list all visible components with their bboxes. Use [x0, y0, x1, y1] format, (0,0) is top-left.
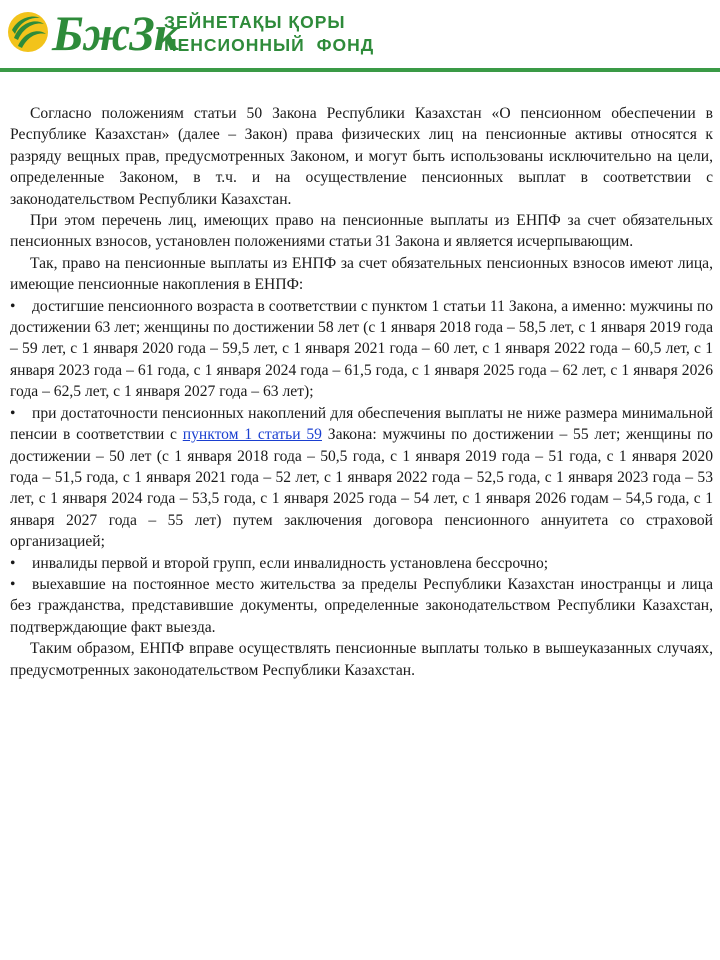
- enpf-emblem-icon: [6, 8, 50, 56]
- bullet-icon: •: [10, 404, 16, 422]
- law-article-59-link[interactable]: пунктом 1 статьи 59: [182, 426, 322, 444]
- header-divider: [0, 68, 720, 72]
- page-header: [0, 0, 720, 76]
- list-item-retirement-age: [10, 296, 713, 403]
- paragraph-rights: Так, право на пенсионные выплаты из ЕНПФ за счет обязательных пенсионных взносов имеют лица, имеющие пенсионные накопления в ЕНПФ:: [10, 254, 713, 294]
- logo-wordmark: БжЗк: [52, 5, 179, 61]
- paragraph-eligible-list: При этом перечень лиц, имеющих право на пенсионные выплаты из ЕНПФ за счет обязательных пенсионных взносов, установлен положениями статьи 31 Закона и является исчерпывающим.: [10, 212, 713, 251]
- brand-title-ru: ПЕНСИОННЫЙ ФОНД: [164, 35, 375, 55]
- list-item-text: при достаточности пенсионных накоплений для обеспечения выплаты не ниже размера минимальной пенсии в соответствии с: [10, 404, 713, 444]
- list-item-disability: [10, 553, 713, 574]
- list-item-emigrants: [10, 574, 713, 638]
- list-item-text: достигшие пенсионного возраста в соответствии с пунктом 1 статьи 11 Закона, а именно: мужчины по достижении 63 лет; женщины по достижении 58 лет (с 1 января 2018 года – 58,5 лет, с 1 января 2019 года – 59 лет, с 1 января 2020 года – 59,5 лет, с 1 января 2021 года – 60 лет, с 1 января 2022 года – 60,5 лет, с 1 января 2023 года – 61 года, с 1 января 2024 года – 61,5 года, с 1 января 2025 года – 62 лет, с 1 января 2026 года – 62,5 лет, с 1 января 2027 года – 63 лет);: [10, 297, 713, 401]
- bullet-icon: •: [10, 297, 16, 315]
- list-item-text-continued: Закона: мужчины по достижении – 55 лет; женщины по достижении – 50 лет (с 1 января 2018 года – 50,5 года, с 1 января 2019 года – 51 года, с 1 января 2020 года – 51,5 года, с 1 января 2021 года – 52 лет, с 1 января 2022 года – 52,5 года, с 1 января 2023 года – 53 лет, с 1 января 2024 года – 53,5 года, с 1 января 2025 года – 54 лет, с 1 января 2026 годам – 54,5 года, с 1 января 2027 года – 55 лет) путем заключения договора пенсионного аннуитета со страховой организацией;: [10, 426, 713, 551]
- paragraph-conclusion: Таким образом, ЕНПФ вправе осуществлять пенсионные выплаты только в вышеуказанных случаях, предусмотренных законодательством Республики Казахстан.: [10, 640, 713, 679]
- bullet-icon: •: [10, 575, 16, 593]
- document-body: [10, 103, 713, 681]
- bullet-icon: •: [10, 554, 16, 572]
- brand-title-kz: ЗЕЙНЕТАҚЫ ҚОРЫ: [164, 12, 346, 32]
- list-item-text: инвалиды первой и второй групп, если инвалидность установлена бессрочно;: [32, 554, 549, 572]
- list-item-sufficient-savings: [10, 403, 713, 553]
- list-item-text: выехавшие на постоянное место жительства за пределы Республики Казахстан иностранцы и лица без гражданства, представившие документы, определенные законодательством Республики Казахстан, подтверждающие факт выезда.: [10, 575, 713, 636]
- paragraph-intro: Согласно положениям статьи 50 Закона Республики Казахстан «О пенсионном обеспечении в Республике Казахстан» (далее – Закон) права физических лиц на пенсионные активы относятся к разряду вещных прав, предусмотренных Законом, и могут быть использованы исключительно на цели, определенные Законом, в т.ч. и на осуществление пенсионных выплат в соответствии с законодательством Республики Казахстан.: [10, 105, 713, 208]
